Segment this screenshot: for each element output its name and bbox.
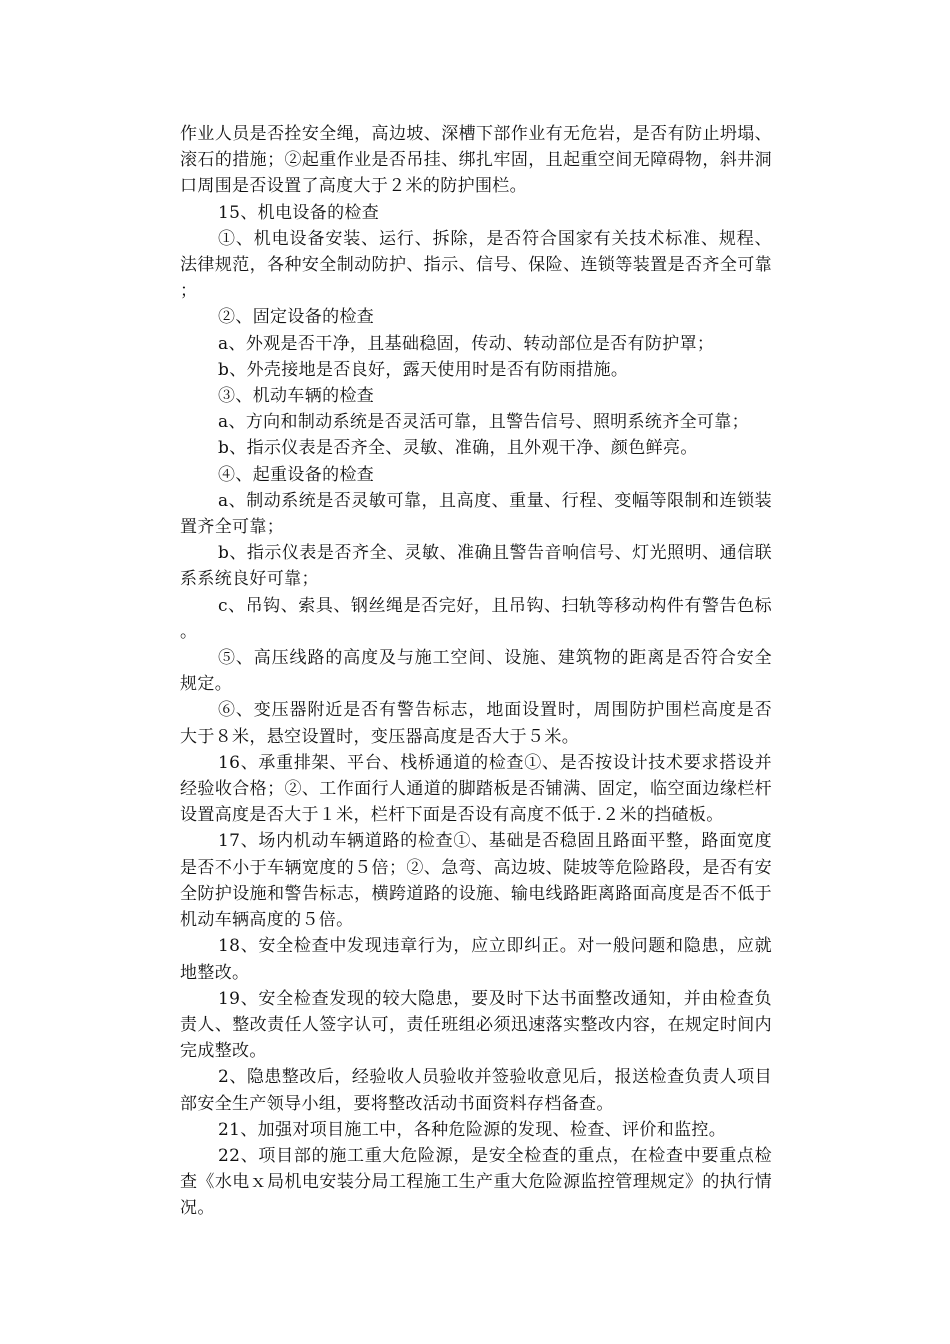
document-page	[180, 121, 772, 1222]
paragraph-19: 19、安全检查发现的较大隐患，要及时下达书面整改通知，并由检查负责人、整改责任人签字认可，责任班组必须迅速落实整改内容，在规定时间内完成整改。	[180, 988, 772, 1062]
paragraph-9: b、指示仪表是否齐全、灵敏、准确，且外观干净、颜色鲜亮。	[218, 438, 698, 459]
paragraph-7: ③、机动车辆的检查	[218, 386, 375, 407]
paragraph-12: b、指示仪表是否齐全、灵敏、准确且警告音响信号、灯光照明、通信联系系统良好可靠；	[180, 543, 772, 590]
paragraph-2: 15、机电设备的检查	[218, 202, 380, 223]
paragraph-10: ④、起重设备的检查	[218, 464, 375, 485]
paragraph-3: ①、机电设备安装、运行、拆除，是否符合国家有关技术标准、规程、法律规范，各种安全制动防护、指示、信号、保险、连锁等装置是否齐全可靠；	[180, 228, 772, 302]
paragraph-20: 2、隐患整改后，经验收人员验收并签验收意见后，报送检查负责人项目部安全生产领导小组，要将整改活动书面资料存档备查。	[180, 1067, 772, 1114]
paragraph-21: 21、加强对项目施工中，各种危险源的发现、检查、评价和监控。	[218, 1119, 727, 1140]
paragraph-1: 作业人员是否拴安全绳，高边坡、深槽下部作业有无危岩，是否有防止坍塌、滚石的措施；②起重作业是否吊挂、绑扎牢固，且起重空间无障碍物，斜井洞口周围是否设置了高度大于２米的防护围栏。	[180, 124, 772, 197]
paragraph-5: a、外观是否干净，且基础稳固，传动、转动部位是否有防护罩；	[218, 333, 715, 354]
paragraph-8: a、方向和制动系统是否灵活可靠，且警告信号、照明系统齐全可靠；	[218, 412, 749, 433]
paragraph-4: ②、固定设备的检查	[218, 307, 375, 328]
paragraph-15: ⑥、变压器附近是否有警告标志，地面设置时，周围防护围栏高度是否大于８米，悬空设置时，变压器高度是否大于５米。	[180, 700, 772, 747]
paragraph-18: 18、安全检查中发现违章行为，应立即纠正。对一般问题和隐患，应就地整改。	[180, 936, 772, 983]
paragraph-22: 22、项目部的施工重大危险源，是安全检查的重点，在检查中要重点检查《水电ｘ局机电安装分局工程施工生产重大危险源监控管理规定》的执行情况。	[180, 1145, 772, 1219]
paragraph-6: b、外壳接地是否良好，露天使用时是否有防雨措施。	[218, 359, 629, 380]
paragraph-17: 17、场内机动车辆道路的检查①、基础是否稳固且路面平整，路面宽度是否不小于车辆宽度的５倍；②、急弯、高边坡、陡坡等危险路段，是否有安全防护设施和警告标志，横跨道路的设施、输电线路距离路面高度是否不低于机动车辆高度的５倍。	[180, 831, 772, 931]
paragraph-11: a、制动系统是否灵敏可靠，且高度、重量、行程、变幅等限制和连锁装置齐全可靠；	[180, 490, 772, 538]
paragraph-16: 16、承重排架、平台、栈桥通道的检查①、是否按设计技术要求搭设并经验收合格；②、工作面行人通道的脚踏板是否铺满、固定，临空面边缘栏杆设置高度是否大于１米，栏杆下面是否设有高度不低于.２米的挡碴板。	[180, 752, 772, 826]
paragraph-13: c、吊钩、索具、钢丝绳是否完好，且吊钩、扫轨等移动构件有警告色标。	[180, 595, 772, 642]
paragraph-14: ⑤、高压线路的高度及与施工空间、设施、建筑物的距离是否符合安全规定。	[180, 648, 772, 695]
